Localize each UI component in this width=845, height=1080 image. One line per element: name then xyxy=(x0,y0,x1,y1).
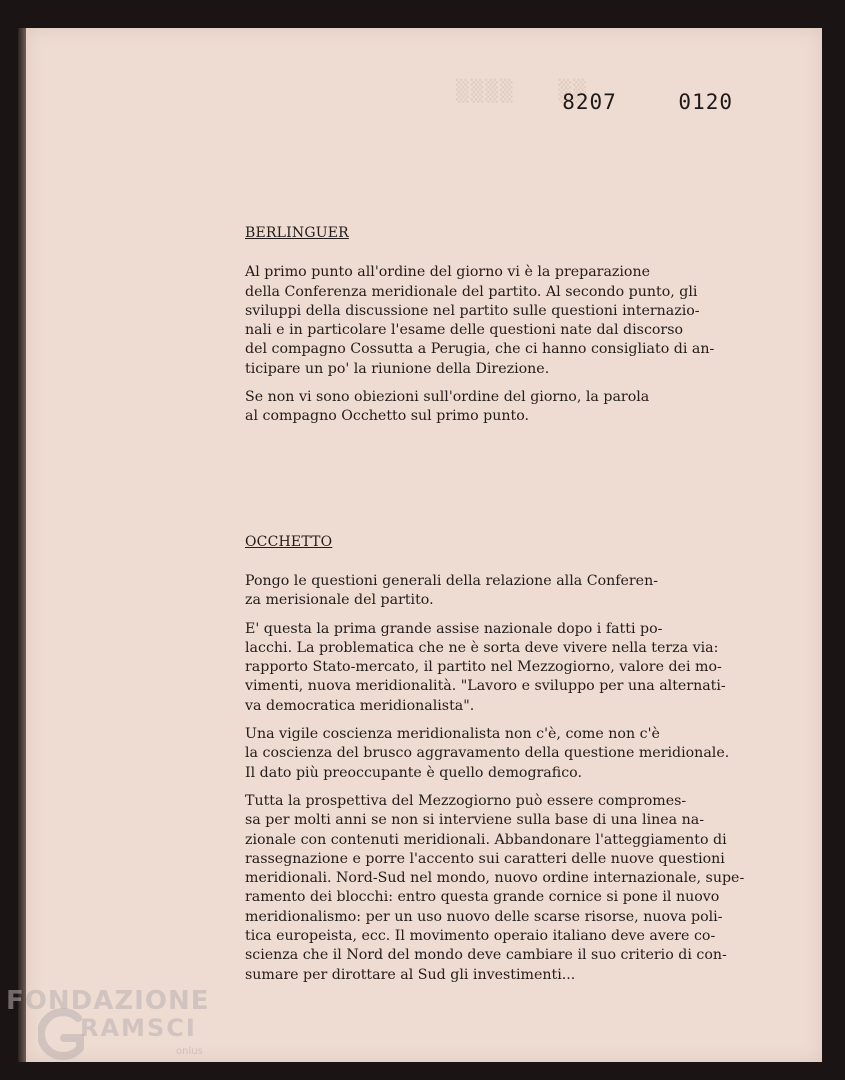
speaker-name: OCCHETTO xyxy=(245,533,333,550)
speaker-name: BERLINGUER xyxy=(245,225,349,241)
paragraph: E' questa la prima grande assise nazionale dopo i fatti po- lacchi. La problematica che ne è sorta deve vivere nella terza via: rapporto Stato-mercato, il partito nel Mezzogiorno, valore dei mo- vimenti, nuova meridionalità. "Lavoro e sviluppo per una alternati- va democratica meridionalista". xyxy=(245,620,726,714)
speaker-section-occhetto xyxy=(245,533,785,985)
paragraph: Pongo le questioni generali della relazione alla Conferen- za merisionale del partito. xyxy=(245,572,659,609)
watermark-line-1: FONDAZIONE xyxy=(6,986,210,1016)
transcript-body xyxy=(245,224,785,985)
paragraph: Se non vi sono obiezioni sull'ordine del giorno, la parola al compagno Occhetto sul primo punto. xyxy=(245,389,650,425)
document-number-part-1: 8207 xyxy=(562,90,617,114)
speaker-section-berlinguer xyxy=(245,224,785,427)
paragraph: Tutta la prospettiva del Mezzogiorno può essere compromes- sa per molti anni se non si interviene sulla base di una linea na- zionale con contenuti meridionali. Abbandonare l'atteggiamento di rassegnazione e porre l'accento sui caratteri delle nuove questioni meridionali. Nord-Sud nel mondo, nuovo ordine internazionale, supe- ramento dei blocchi: entro questa grande cornice si pone il nuovo meridionalismo: per un uso nuovo delle scarse risorse, nuova poli- tica europeista, ecc. Il movimento operaio italiano deve avere co- scienza che il Nord del mondo deve cambiare il suo criterio di con- sumare per dirottare al Sud gli investimenti... xyxy=(245,792,745,983)
watermark-sub: onlus xyxy=(176,1046,203,1057)
watermark-line-2: RAMSCI xyxy=(80,1014,197,1042)
document-number-part-2: 0120 xyxy=(678,90,733,114)
paragraph: Al primo punto all'ordine del giorno vi è la preparazione della Conferenza meridionale del partito. Al secondo punto, gli sviluppi della discussione nel partito sulle questioni internazio- nali e in particolare l'esame delle questioni nate dal discorso del compagno Cossutta a Perugia, che ci hanno consigliato di an- ticipare un po' la riunione della Direzione. xyxy=(245,264,715,377)
page-edge xyxy=(18,28,26,1062)
document-number xyxy=(562,90,733,114)
show-through-number: ▒▒▒▒ ▒▒ xyxy=(456,79,588,103)
paragraph: Una vigile coscienza meridionalista non c'è, come non c'è la coscienza del brusco aggravamento della questione meridionale. Il dato più preoccupante è quello demografico. xyxy=(245,726,730,781)
